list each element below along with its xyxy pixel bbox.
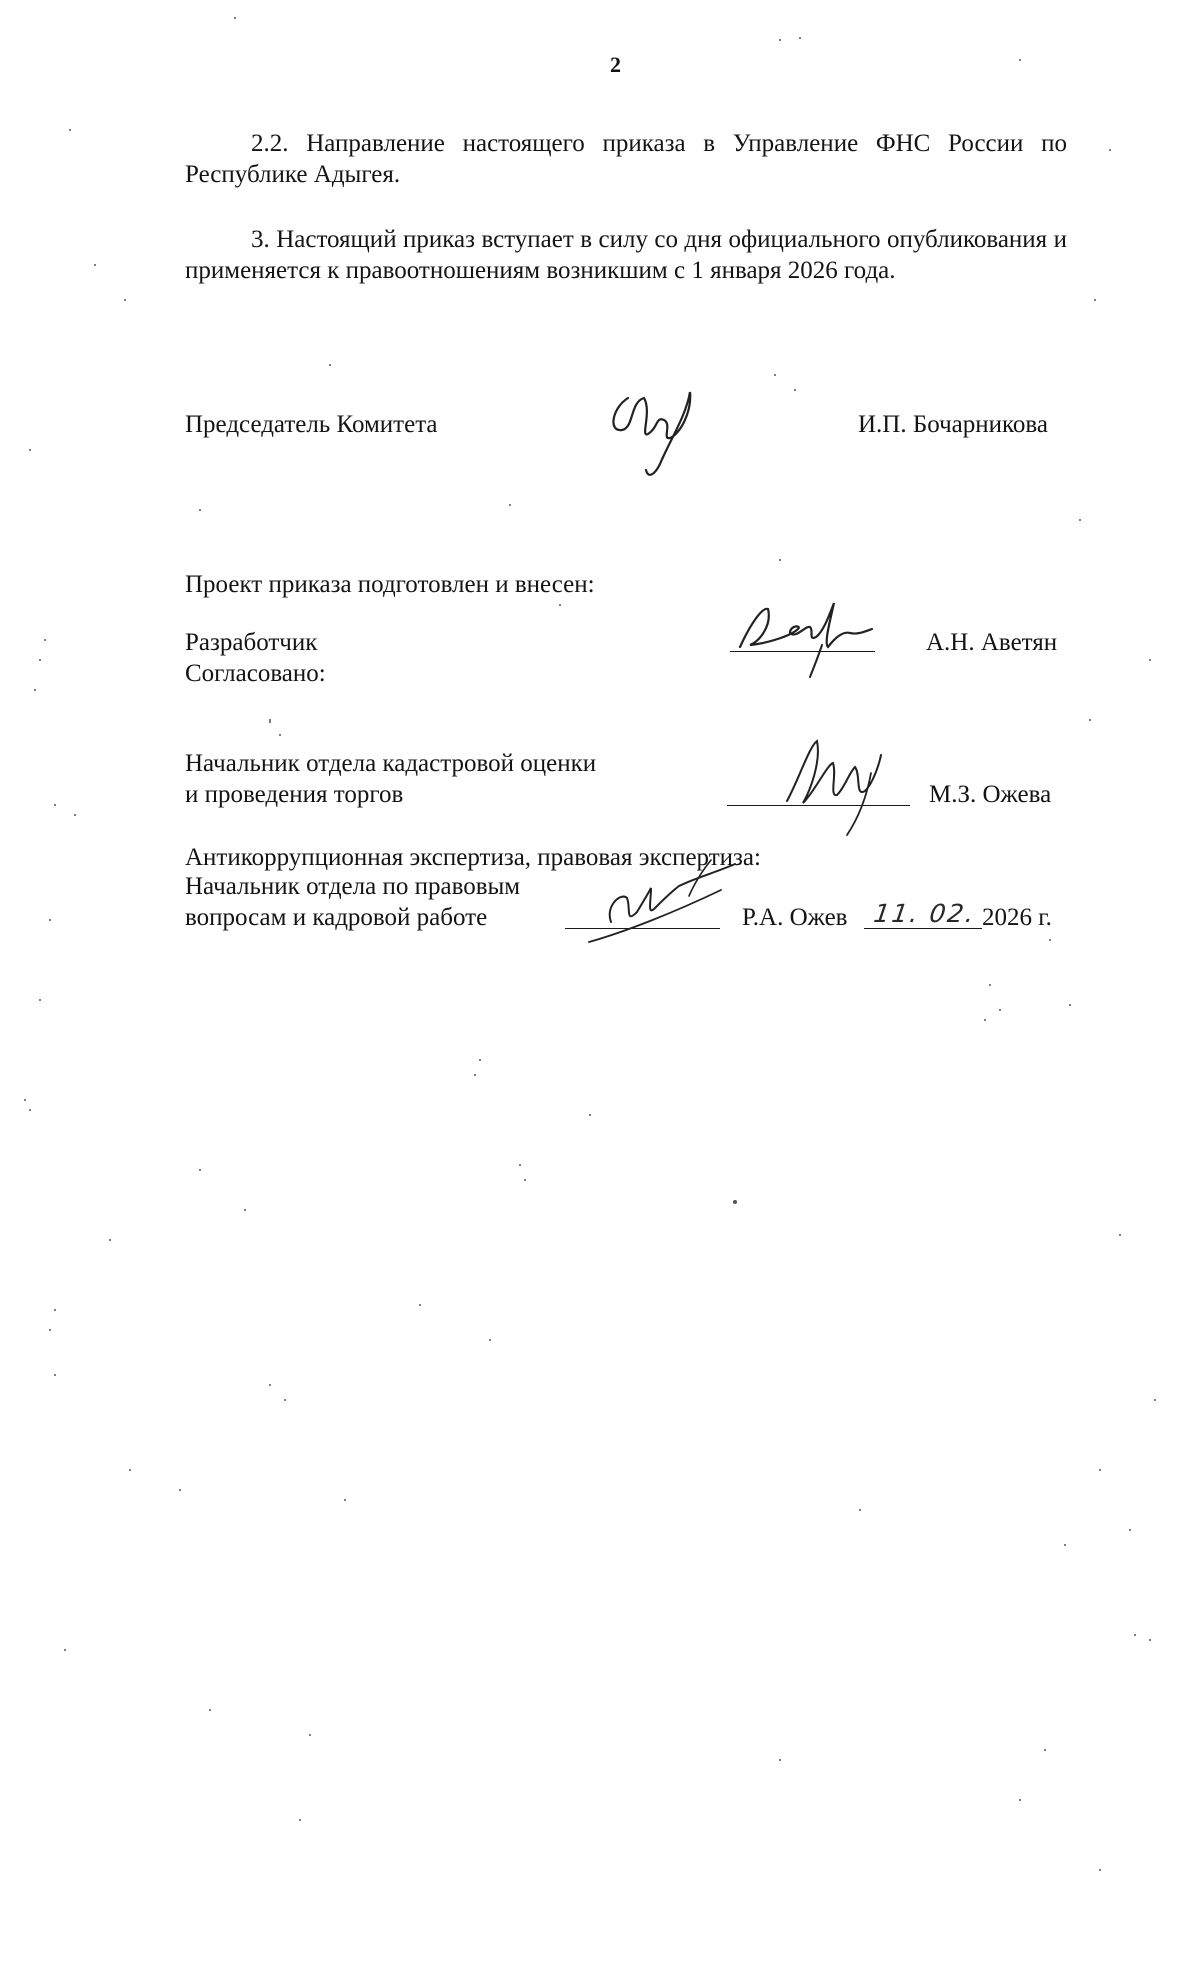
legal-date-line (864, 928, 982, 929)
chairman-title: Председатель Комитета (185, 411, 438, 438)
agreed-label: Согласовано: (185, 660, 326, 687)
developer-role: Разработчик (185, 629, 318, 656)
paragraph-2-2 (185, 128, 1067, 190)
legal-name: Р.А. Ожев (742, 904, 848, 931)
cadastral-role-line1: Начальник отдела кадастровой оценки (185, 750, 597, 777)
cadastral-role-line2: и проведения торгов (185, 781, 404, 808)
legal-heading: Антикоррупционная экспертиза, правовая экспертиза: (185, 844, 761, 871)
chairman-signature (600, 380, 710, 490)
legal-date-handwritten: 11. 02. (871, 899, 978, 928)
cadastral-name: М.З. Ожева (929, 781, 1052, 808)
prepared-heading: Проект приказа подготовлен и внесен: (185, 571, 595, 598)
page-number: 2 (610, 52, 621, 77)
paragraph-3-text: 3. Настоящий приказ вступает в силу со дня официального опубликования и применяется к правоотношениям возникшим с 1 января 2026 года. (185, 226, 1067, 284)
legal-date-year: 2026 г. (982, 904, 1052, 931)
developer-name: А.Н. Аветян (926, 629, 1058, 656)
developer-signature (730, 585, 880, 685)
paragraph-3 (185, 224, 1067, 286)
cadastral-signature (775, 725, 895, 845)
chairman-name: И.П. Бочарникова (858, 411, 1048, 438)
legal-role-line1: Начальник отдела по правовым (185, 873, 521, 900)
legal-signature (585, 852, 745, 952)
paragraph-2-2-text: 2.2. Направление настоящего приказа в Управление ФНС России по Республике Адыгея. (185, 130, 1067, 188)
legal-role-line2: вопросам и кадровой работе (185, 904, 488, 931)
